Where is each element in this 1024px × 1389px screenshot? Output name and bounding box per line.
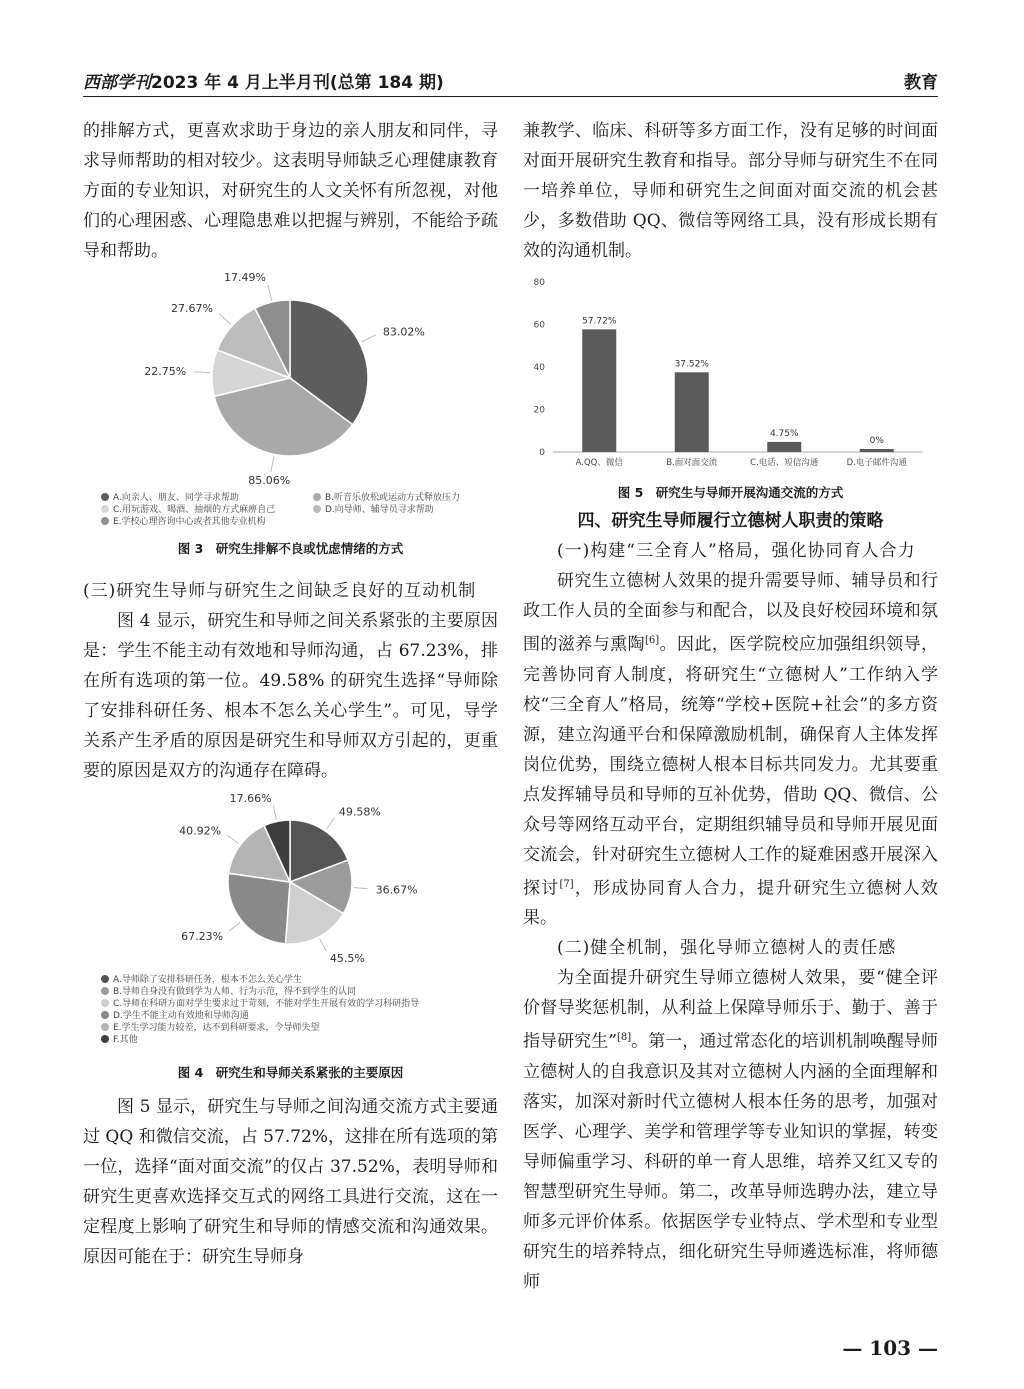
pie4-leader-2 — [320, 939, 326, 951]
legend-4-item-d: D.学生不能主动有效地和导师沟通 — [101, 1010, 496, 1022]
left-para-3: 图 5 显示，研究生与导师之间沟通交流方式主要通过 QQ 和微信交流，占 57.72%，这排在所有选项的第一位，选择“面对面交流”的仅占 37.52%，表明导师和研究生更喜欢选择交互式的网络工具进行交流，这在一定程度上影响了研究生和导师的情感交流和沟通效果。原因可能在于：研究生导师身 — [83, 1097, 498, 1267]
pie4-slice-3 — [228, 873, 290, 944]
ref-8: [8] — [616, 1032, 632, 1044]
legend-3-item-b: B.听音乐放松或运动方式释放压力 — [313, 493, 460, 503]
bar-chart-5 — [523, 272, 938, 482]
bar5-value-2: 4.75% — [769, 428, 799, 439]
bar5-category-0: A.QQ、微信 — [575, 458, 623, 468]
left-subheading-3: (三)研究生导师与研究生之间缺乏良好的互动机制 — [83, 581, 477, 601]
pie4-label-5: 17.66% — [229, 792, 272, 805]
pie3-label-1: 85.06% — [248, 473, 291, 487]
bar5-ytick-2: 40 — [533, 363, 545, 373]
pie4-label-4: 40.92% — [179, 824, 222, 838]
pie3-leader-3 — [219, 313, 231, 324]
pie3-leader-1 — [271, 456, 274, 472]
pie4-label-0: 49.58% — [338, 805, 381, 819]
legend-4 — [101, 974, 496, 1046]
ref-7: [7] — [559, 878, 574, 890]
pie4-leader-1 — [354, 887, 368, 888]
legend-4-item-a: A.导师除了安排科研任务，根本不怎么关心学生 — [101, 974, 496, 986]
bar5-bar-0 — [582, 329, 616, 452]
pie4-label-1: 36.67% — [375, 883, 418, 897]
legend-3 — [101, 492, 496, 528]
legend-4-item-b: B.导师自身没有做到学为人师、行为示范，得不到学生的认同 — [101, 986, 496, 998]
journal-name: 西部学刊 — [83, 73, 151, 93]
pie4-label-2: 45.5% — [329, 952, 365, 966]
bar5-value-3: 0% — [869, 436, 884, 446]
bar5-category-3: D.电子邮件沟通 — [846, 458, 907, 468]
pie4-leader-5 — [273, 806, 276, 820]
right-subheading-1: (一)构建“三全育人”格局，强化协同育人合力 — [557, 541, 916, 561]
ref-6: [6] — [645, 635, 660, 646]
pie3-label-4: 17.49% — [224, 270, 267, 284]
bar5-ytick-0: 0 — [539, 448, 545, 458]
figure-3-caption: 图 3 研究生排解不良或忧虑情绪的方式 — [177, 541, 404, 556]
figure-5 — [523, 266, 938, 506]
pie3-leader-2 — [194, 372, 210, 373]
left-column — [83, 116, 498, 1272]
pie3-label-2: 22.75% — [144, 365, 187, 379]
bar5-bar-1 — [675, 372, 709, 452]
legend-4-item-e: E.学生学习能力较差，达不到科研要求，令导师失望 — [101, 1022, 496, 1034]
left-para-1: 的排解方式，更喜欢求助于身边的亲人朋友和同伴，寻求导师帮助的相对较少。这表明导师缺乏心理健康教育方面的专业知识，对研究生的人文关怀有所忽视，对他们的心理困惑、心理隐患难以把握与辨别，不能给予疏导和帮助。 — [83, 121, 498, 261]
pie3-label-0: 83.02% — [382, 325, 425, 339]
journal-issue — [83, 68, 444, 93]
pie3-leader-0 — [361, 335, 375, 342]
legend-3-item-a: A.向亲人、朋友、同学寻求帮助 — [101, 492, 313, 504]
right-para-3: 为全面提升研究生导师立德树人效果，要“健全评价督导奖惩机制，从利益上保障导师乐于、勤于、善于指导研究生”[8]。第一，通过常态化的培训机制唤醒导师立德树人的自我意识及其对立德树人内涵的全面理解和落实，加深对新时代立德树人根本任务的思考，加强对医学、心理学、美学和管理学等专业知识的掌握，转变导师偏重学习、科研的单一育人思维，培养又红又专的智慧型研究生导师。第二，改革导师选聘办法，建立导师多元评价体系。依据医学专业特点、学术型和专业型研究生的培养特点，细化研究生导师遴选标准，将师德师 — [523, 968, 938, 1292]
right-para-1: 兼教学、临床、科研等多方面工作，没有足够的时间面对面开展研究生教育和指导。部分导师与研究生不在同一培养单位，导师和研究生之间面对面交流的机会甚少，多数借助 QQ、微信等网络工具，没有形成长期有效的沟通机制。 — [523, 121, 938, 261]
figure-3 — [83, 266, 498, 576]
legend-3-item-e: E.学校心理咨询中心或者其他专业机构 — [101, 517, 266, 527]
pie4-label-3: 67.23% — [181, 929, 224, 943]
pie4-leader-0 — [326, 818, 334, 830]
figure-5-caption: 图 5 研究生与导师开展沟通交流的方式 — [617, 485, 844, 500]
left-para-2: 图 4 显示，研究生和导师之间关系紧张的主要原因是：学生不能主动有效地和导师沟通，占 67.23%，排在所有选项的第一位。49.58% 的研究生选择“导师除了安排科研任务、根本不怎么关心学生”。可见，导学关系产生矛盾的原因是研究生和导师双方引起的，更重要的原因是双方的沟通存在障碍。 — [83, 611, 498, 781]
page-number: — 103 — — [842, 1336, 938, 1360]
bar5-ytick-1: 20 — [533, 405, 545, 416]
figure-4-caption: 图 4 研究生和导师关系紧张的主要原因 — [177, 1065, 404, 1080]
pie4-leader-3 — [229, 922, 240, 931]
bar5-value-0: 57.72% — [582, 316, 617, 327]
legend-4-item-f: F.其他 — [101, 1034, 496, 1046]
right-para-2: 研究生立德树人效果的提升需要导师、辅导员和行政工作人员的全面参与和配合，以及良好校园环境和氛围的滋养与熏陶[6]。因此，医学院校应加强组织领导，完善协同育人制度，将研究生“立德树人”工作纳入学校“三全育人”格局，统筹“学校+医院+社会”的多方资源，建立沟通平台和保障激励机制，确保育人主体发挥岗位优势，围绕立德树人根本目标共同发力。尤其要重点发挥辅导员和导师的互补优势，借助 QQ、微信、公众号等网络互动平台，定期组织辅导员和导师开展见面交流会，针对研究生立德树人工作的疑难困惑开展深入探讨[7]，形成协同育人合力，提升研究生立德树人效果。 — [523, 571, 939, 929]
bar5-value-1: 37.52% — [674, 359, 709, 370]
issue-text: 2023 年 4 月上半月刊(总第 184 期) — [151, 73, 444, 93]
section-heading-4: 四、研究生导师履行立德树人职责的策略 — [577, 511, 884, 531]
pie3-label-3: 27.67% — [171, 302, 213, 316]
bar5-ytick-4: 80 — [533, 278, 545, 288]
right-column — [523, 116, 938, 1297]
right-subheading-2: (二)健全机制，强化导师立德树人的责任感 — [557, 938, 897, 959]
legend-4-item-c: C.导师在科研方面对学生要求过于苛刻，不能对学生开展有效的学习科研指导 — [101, 998, 496, 1010]
legend-3-item-d: D.向导师、辅导员寻求帮助 — [313, 505, 434, 515]
bar5-bar-3 — [860, 449, 894, 452]
bar5-bar-2 — [767, 442, 801, 452]
pie3-leader-4 — [268, 285, 272, 301]
section-label: 教育 — [904, 73, 938, 93]
header-rule — [83, 96, 938, 97]
bar5-category-2: C.电话、短信沟通 — [750, 458, 819, 468]
legend-3-item-c: C.用玩游戏、喝酒、抽烟的方式麻痹自己 — [101, 504, 313, 516]
pie4-leader-4 — [227, 835, 238, 843]
page-header — [83, 68, 938, 96]
bar5-ytick-3: 60 — [533, 320, 545, 331]
pie-chart-3 — [83, 268, 498, 488]
figure-4 — [83, 786, 498, 1092]
pie-chart-4 — [83, 792, 498, 972]
bar5-category-1: B.面对面交流 — [666, 458, 718, 468]
